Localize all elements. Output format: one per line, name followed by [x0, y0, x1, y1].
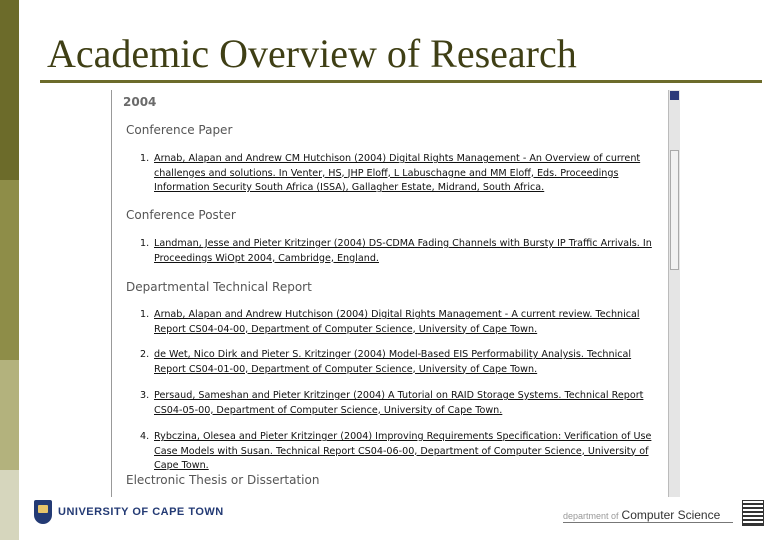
publication-entry[interactable] [140, 308, 660, 337]
entry-number: 1. [140, 238, 150, 249]
section-heading-technical-report: Departmental Technical Report [126, 280, 312, 294]
entry-number: 1. [140, 153, 150, 164]
publication-entry[interactable] [140, 389, 660, 418]
year-heading: 2004 [123, 95, 157, 109]
scroll-up-arrow-icon[interactable] [670, 91, 679, 100]
publication-link[interactable]: Arnab, Alapan and Andrew Hutchison (2004) Digital Rights Management - A current review. Technical Report CS04-04-00, Department of Computer Science, University of Cape Town. [154, 309, 640, 335]
publication-entry[interactable] [140, 152, 660, 196]
department-prefix: department of [563, 511, 619, 521]
footer-divider [563, 522, 733, 523]
publication-link[interactable]: de Wet, Nico Dirk and Pieter S. Kritzinger (2004) Model-Based EIS Performability Analysis. Technical Report CS04-01-00, Department of Computer Science, University of Cape Town. [154, 349, 632, 375]
publication-entry[interactable] [140, 348, 660, 377]
department-logo [563, 508, 720, 522]
side-bar-segment [0, 180, 19, 360]
entry-number: 3. [140, 390, 150, 401]
university-name: UNIVERSITY OF CAPE TOWN [58, 506, 224, 518]
publication-entry[interactable] [140, 430, 660, 474]
building-icon [742, 500, 764, 526]
publication-link[interactable]: Landman, Jesse and Pieter Kritzinger (2004) DS-CDMA Fading Channels with Bursty IP Traffic Arrivals. In Proceedings WiOpt 2004, Cambridge, England. [154, 238, 652, 264]
side-bar-segment [0, 360, 19, 470]
department-name: Computer Science [621, 508, 721, 522]
publication-link[interactable]: Arnab, Alapan and Andrew CM Hutchison (2004) Digital Rights Management - An Overview of current challenges and solutions. In Venter, HS, JHP Eloff, L Labuschagne and MM Eloff, Eds. Proceedings Information Security South Africa (ISSA), Gallagher Estate, Midrand, South Africa. [154, 153, 641, 193]
entry-number: 2. [140, 349, 150, 360]
uct-crest-icon [34, 500, 52, 524]
entry-number: 4. [140, 431, 150, 442]
slide-side-bar [0, 0, 19, 540]
publication-link[interactable]: Rybczina, Olesea and Pieter Kritzinger (2004) Improving Requirements Specification: Verification of Use Case Models with Susan. Technical Report CS04-06-00, Department of Computer Science, University of Cape Town. [154, 431, 652, 471]
entry-number: 1. [140, 309, 150, 320]
title-underline [40, 80, 762, 83]
vertical-scrollbar[interactable] [668, 90, 680, 497]
section-heading-thesis: Electronic Thesis or Dissertation [126, 473, 320, 487]
university-logo [34, 500, 224, 524]
slide-title: Academic Overview of Research [47, 31, 577, 76]
section-heading-conference-poster: Conference Poster [126, 208, 236, 222]
section-heading-conference-paper: Conference Paper [126, 123, 233, 137]
publication-entry[interactable] [140, 237, 660, 266]
scroll-thumb[interactable] [670, 150, 679, 270]
publications-screenshot [111, 90, 669, 497]
side-bar-segment [0, 470, 19, 540]
publication-link[interactable]: Persaud, Sameshan and Pieter Kritzinger (2004) A Tutorial on RAID Storage Systems. Technical Report CS04-05-00, Department of Computer Science, University of Cape Town. [154, 390, 644, 416]
side-bar-segment [0, 0, 19, 180]
